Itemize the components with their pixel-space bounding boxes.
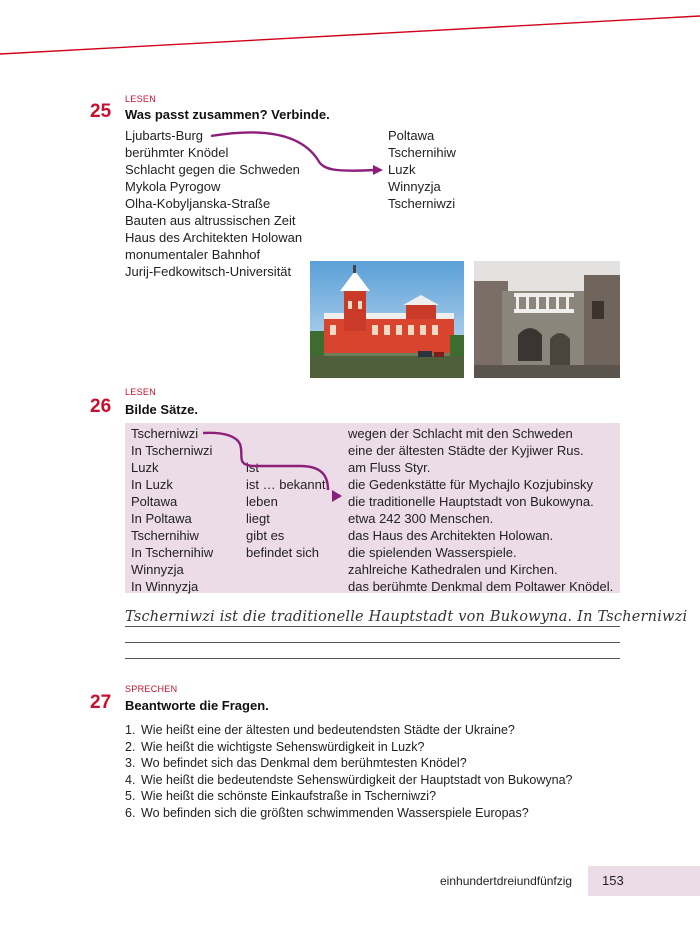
railway-station-photo: [310, 261, 464, 378]
ex25-left-item: Olha-Kobyljanska-Straße: [125, 196, 271, 211]
ex25-left-item: Bauten aus altrussischen Zeit: [125, 213, 296, 228]
ex27-title: Beantworte die Fragen.: [125, 698, 269, 713]
ex25-left-item: Schlacht gegen die Schweden: [125, 162, 300, 177]
ex26-verb-item: leben: [246, 494, 278, 509]
ex25-tag: LESEN: [125, 94, 157, 104]
ex26-subject-item: In Winnyzja: [131, 579, 199, 594]
ex26-verb-item: liegt: [246, 511, 270, 526]
page-number: 153: [602, 873, 624, 888]
ex25-left-item: Haus des Architekten Holowan: [125, 230, 303, 245]
question-number: 3.: [125, 756, 136, 771]
ex26-subject-item: Luzk: [131, 460, 159, 475]
ex25-number: 25: [90, 101, 112, 122]
ex26-subject-item: Winnyzja: [131, 562, 184, 577]
question-text: Wo befinden sich die größten schwimmenden Wasserspiele Europas?: [141, 805, 529, 820]
ex26-subject-item: In Poltawa: [131, 511, 192, 526]
question-item: [125, 755, 573, 772]
ex27-question-list: [125, 722, 573, 822]
question-text: Wie heißt eine der ältesten und bedeutendsten Städte der Ukraine?: [141, 723, 515, 737]
ex26-complement-item: etwa 242 300 Menschen.: [348, 511, 494, 526]
ex25-left-item: Ljubarts-Burg: [125, 128, 204, 143]
answer-line-3: [125, 658, 620, 659]
ex26-number: 26: [90, 396, 112, 417]
ex26-verb-item: [246, 561, 326, 578]
ex25-right-item: Tscherniwzi: [388, 196, 456, 211]
ex26-subject-item: In Tscherniwzi: [131, 443, 213, 458]
question-item: [125, 772, 573, 789]
architect-house-photo: [474, 261, 620, 378]
ex26-verb-item: ist … bekannt: [246, 477, 326, 492]
question-text: Wie heißt die schönste Einkaufstraße in Tscherniwzi?: [141, 789, 437, 804]
ex25-right-item: Tschernihiw: [388, 145, 456, 160]
ex27-tag: SPRECHEN: [125, 684, 178, 694]
ex25-title: Was passt zusammen? Verbinde.: [125, 107, 330, 122]
ex26-verb-item: befindet sich: [246, 545, 319, 560]
ex27-number: 27: [90, 692, 112, 713]
ex25-right-item: Luzk: [388, 162, 416, 177]
question-number: 4.: [125, 772, 136, 787]
ex25-left-item: Mykola Pyrogow: [125, 179, 221, 194]
page-number-word: einhundertdreiundfünfzig: [440, 874, 573, 888]
ex25-right-item: Winnyzja: [388, 179, 441, 194]
ex26-complement-item: die Gedenkstätte für Mychajlo Kozjubinsky: [348, 477, 593, 492]
ex26-complement-item: am Fluss Styr.: [348, 460, 431, 475]
ex26-complement-item: wegen der Schlacht mit den Schweden: [348, 426, 573, 441]
ex25-right-item: Poltawa: [388, 128, 435, 143]
question-number: 5.: [125, 789, 136, 804]
ex26-complement-item: zahlreiche Kathedralen und Kirchen.: [348, 562, 558, 577]
ex26-verb-item: [246, 578, 326, 595]
ex26-complement-item: eine der ältesten Städte der Kyjiwer Rus.: [348, 443, 584, 458]
question-item: [125, 788, 573, 805]
answer-line-1: [125, 626, 620, 627]
question-number: 2.: [125, 739, 136, 754]
ex26-verb-item: gibt es: [246, 528, 285, 543]
ex26-subject-item: Tschernihiw: [131, 528, 199, 543]
question-text: Wie heißt die wichtigste Sehenswürdigkeit in Luzk?: [141, 739, 425, 754]
question-item: [125, 722, 573, 739]
question-number: 6.: [125, 805, 136, 820]
ex26-complement-item: das Haus des Architekten Holowan.: [348, 528, 554, 543]
answer-line-2: [125, 642, 620, 643]
ex26-title: Bilde Sätze.: [125, 402, 198, 417]
ex26-subject-item: Tscherniwzi: [131, 426, 199, 441]
ex26-subject-item: In Tschernihiw: [131, 545, 214, 560]
ex26-subject-item: In Luzk: [131, 477, 173, 492]
question-item: [125, 805, 573, 822]
question-number: 1.: [125, 723, 136, 737]
ex26-tag: LESEN: [125, 387, 157, 397]
ex26-complement-item: die spielenden Wasserspiele.: [348, 545, 517, 560]
ex26-example-answer: Tscherniwzi ist die traditionelle Hauptstadt von Bukowyna. In Tscherniwzi: [125, 609, 688, 625]
ex25-connector-arrow: [0, 0, 700, 300]
ex26-connector-arrow: [0, 380, 700, 520]
question-text: Wo befindet sich das Denkmal dem berühmtesten Knödel?: [141, 756, 467, 771]
ex25-left-item: monumentaler Bahnhof: [125, 247, 261, 262]
ex26-verb-item: ist: [246, 460, 259, 475]
ex26-complement-item: die traditionelle Hauptstadt von Bukowyna.: [348, 494, 594, 509]
ex26-subject-item: Poltawa: [131, 494, 178, 509]
ex25-left-item: berühmter Knödel: [125, 145, 229, 160]
ex25-left-item: Jurij-Fedkowitsch-Universität: [125, 264, 292, 279]
ex26-complement-item: das berühmte Denkmal dem Poltawer Knödel.: [348, 579, 614, 594]
question-text: Wie heißt die bedeutendste Sehenswürdigkeit der Hauptstadt von Bukowyna?: [141, 772, 573, 787]
question-item: [125, 739, 573, 756]
